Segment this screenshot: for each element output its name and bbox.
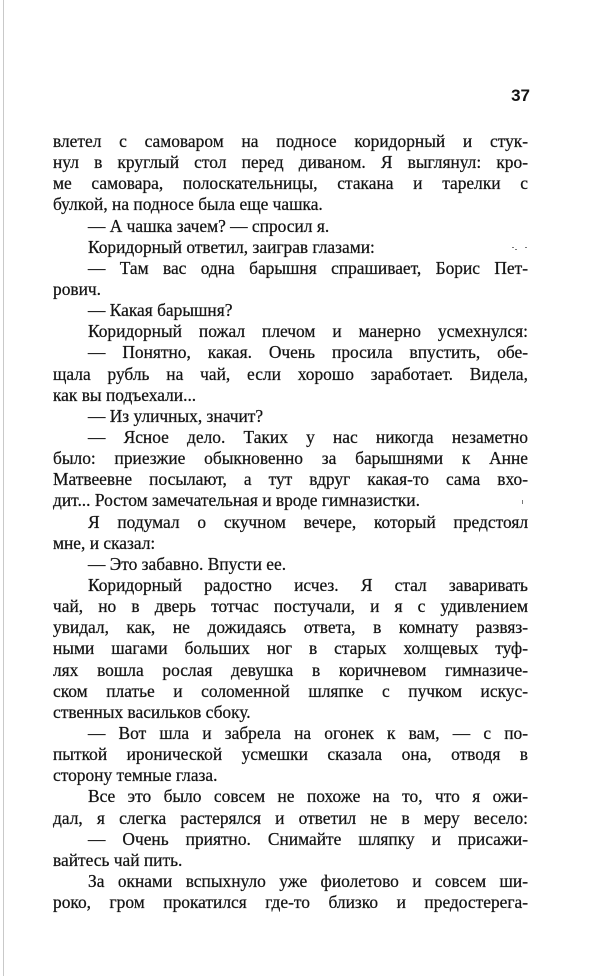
text-line: За окнами вспыхнуло уже фиолетово и совсем ши- bbox=[88, 870, 528, 891]
text-line: как вы подъехали... bbox=[53, 384, 197, 405]
text-line: Коридорный радостно исчез. Я стал заваривать bbox=[88, 574, 528, 595]
page-edge-line bbox=[3, 0, 4, 976]
text-line: Все это было совсем не похоже на то, что я ожи- bbox=[88, 786, 528, 807]
scan-speck bbox=[512, 247, 514, 248]
text-line: пыткой иронической усмешки сказала она, отводя в bbox=[53, 744, 528, 765]
scan-speck bbox=[522, 500, 523, 504]
text-line: ском платье и соломенной шляпке с пучком искус- bbox=[53, 680, 528, 701]
text-line: дит... Ростом замечательная и вроде гимназистки. bbox=[53, 490, 420, 511]
text-line: увидал, как, не дожидаясь ответа, в комнату развяз- bbox=[53, 617, 528, 638]
text-line: — Там вас одна барышня спрашивает, Борис Пет- bbox=[88, 257, 528, 278]
text-line: лях вошла рослая девушка в коричневом гимназиче- bbox=[53, 659, 528, 680]
text-line: — Понятно, какая. Очень просила впустить, обе- bbox=[88, 342, 528, 363]
text-line: — А чашка зачем? — спросил я. bbox=[88, 215, 330, 236]
text-line: Я подумал о скучном вечере, который предстоял bbox=[88, 511, 528, 532]
text-line: рович. bbox=[53, 278, 102, 299]
text-line: — Ясное дело. Таких у нас никогда незаметно bbox=[88, 426, 528, 447]
body-text bbox=[53, 131, 528, 913]
text-line: сторону темные глаза. bbox=[53, 765, 218, 786]
text-line: — Очень приятно. Снимайте шляпку и присажи- bbox=[88, 828, 528, 849]
scan-speck bbox=[515, 249, 517, 250]
text-line: нул в круглый стол перед диваном. Я выглянул: кро- bbox=[53, 152, 528, 173]
text-line: — Какая барышня? bbox=[88, 300, 233, 321]
text-line: — Из уличных, значит? bbox=[88, 405, 264, 426]
text-line: Матвеевне посылают, а тут вдруг какая-то сама вхо- bbox=[53, 469, 528, 490]
text-line: ственных васильков сбоку. bbox=[53, 701, 251, 722]
text-line: — Это забавно. Впусти ее. bbox=[88, 553, 287, 574]
page-number: 37 bbox=[511, 86, 530, 105]
text-line: щала рубль на чай, если хорошо заработает. Видела, bbox=[53, 363, 528, 384]
text-line: ме самовара, полоскательницы, стакана и тарелки с bbox=[53, 173, 528, 194]
scan-speck bbox=[525, 247, 527, 248]
text-line: — Вот шла и забрела на огонек к вам, — с по- bbox=[88, 722, 528, 743]
text-line: роко, гром прокатился где-то близко и предостерега- bbox=[53, 892, 528, 913]
text-line: чай, но в дверь тотчас постучали, и я с удивлением bbox=[53, 596, 528, 617]
text-line: было: приезжие обыкновенно за барышнями к Анне bbox=[53, 448, 528, 469]
text-line: Коридорный пожал плечом и манерно усмехнулся: bbox=[88, 321, 528, 342]
text-line: Коридорный ответил, заиграв глазами: bbox=[88, 236, 375, 257]
text-line: влетел с самоваром на подносе коридорный и стук- bbox=[53, 131, 528, 151]
text-line: дал, я слегка растерялся и ответил не в меру весело: bbox=[53, 807, 528, 828]
text-line: вайтесь чай пить. bbox=[53, 849, 183, 870]
text-line: булкой, на подносе была еще чашка. bbox=[53, 194, 323, 215]
text-line: ными шагами больших ног в старых холщевых туф- bbox=[53, 638, 528, 659]
text-line: мне, и сказал: bbox=[53, 532, 156, 553]
